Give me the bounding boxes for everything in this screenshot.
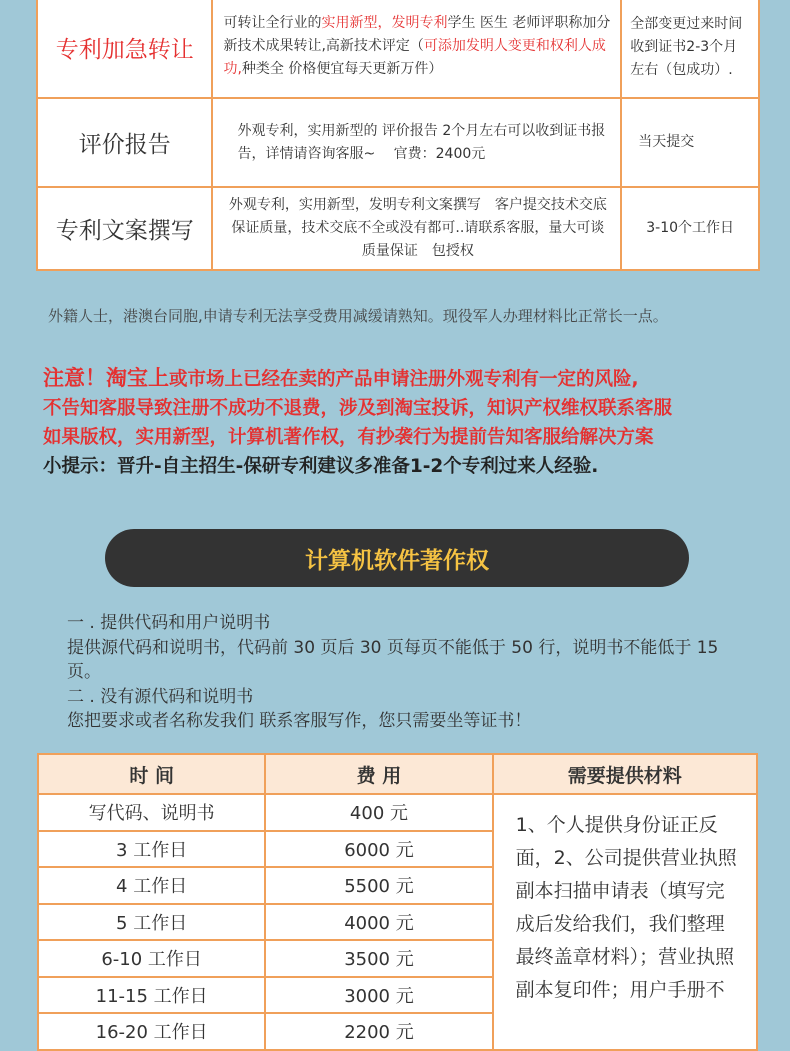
service-desc: 外观专利，实用新型，发明专利文案撰写 客户提交技术交底保证质量，技术交底不全或没有都可..请联系客服，量大可谈 质量保证 包授权	[212, 187, 621, 270]
foreigner-notice: 外籍人士，港澳台同胞,申请专利无法享受费用减缓请熟知。现役军人办理材料比正常长一点。	[48, 307, 668, 325]
table-row	[38, 794, 757, 831]
cell-time: 6-10 工作日	[38, 940, 265, 977]
intro-line: 提供源代码和说明书，代码前 30 页后 30 页每页不能低于 50 行，说明书不能低于 15 页。	[67, 637, 719, 682]
cell-fee: 6000 元	[265, 831, 492, 868]
warning-line-2: 不告知客服导致注册不成功不退费，涉及到淘宝投诉，知识产权维权联系客服	[43, 398, 673, 419]
cell-fee: 5500 元	[265, 867, 492, 904]
cell-time: 11-15 工作日	[38, 977, 265, 1014]
cell-time: 写代码、说明书	[38, 794, 265, 831]
service-desc: 外观专利，实用新型的 评价报告 2个月左右可以收到证书报告，详情请咨询客服~ 官费：2400元	[212, 98, 621, 187]
service-name: 专利加急转让	[37, 0, 212, 98]
warning-prefix: 注意！淘宝上	[43, 366, 169, 390]
service-table	[36, 0, 760, 271]
software-intro	[67, 611, 747, 734]
desc-part-highlight: 实用新型，发明专利	[321, 15, 448, 31]
cell-fee: 3500 元	[265, 940, 492, 977]
cell-time: 5 工作日	[38, 904, 265, 941]
desc-part: 种类全 价格便宜每天更新万件）	[241, 61, 443, 77]
service-desc	[212, 0, 625, 98]
desc-part: 学生 医生 老师评职称加分 新技术成果转让,高新技术评定（	[223, 15, 625, 54]
intro-line: 二 . 没有源代码和说明书	[67, 686, 254, 707]
cell-fee: 2200 元	[265, 1013, 492, 1050]
table-row	[37, 187, 759, 270]
cell-materials: 1、个人提供身份证正反面，2、公司提供营业执照副本扫描申请表（填写完成后发给我们，我们整理最终盖章材料）；营业执照副本复印件；用户手册不	[493, 794, 757, 1050]
warning-line-1	[43, 364, 773, 394]
service-time: 全部变更过来时间收到证书2-3个月左右（包成功）.	[621, 0, 759, 98]
tip-line: 小提示：晋升-自主招生-保研专利建议多准备1-2个专利过来人经验.	[43, 456, 599, 477]
service-time: 3-10个工作日	[621, 187, 759, 270]
service-name: 专利文案撰写	[37, 187, 212, 270]
warning-text: 或市场上已经在卖的产品申请注册外观专利有一定的风险,	[169, 369, 639, 390]
table-row	[37, 98, 759, 187]
col-header-fee: 费 用	[265, 754, 492, 794]
service-name: 评价报告	[37, 98, 212, 187]
warning-block	[43, 364, 773, 481]
col-header-materials: 需要提供材料	[493, 754, 757, 794]
intro-line: 一 . 提供代码和用户说明书	[67, 613, 271, 633]
cell-time: 16-20 工作日	[38, 1013, 265, 1050]
cell-fee: 400 元	[265, 794, 492, 831]
table-row	[37, 0, 759, 98]
service-time: 当天提交	[621, 98, 759, 187]
price-table	[37, 753, 758, 1051]
col-header-time: 时 间	[38, 754, 265, 794]
cell-time: 3 工作日	[38, 831, 265, 868]
section-title: 计算机软件著作权	[105, 529, 689, 587]
cell-fee: 3000 元	[265, 977, 492, 1014]
desc-part: 可转让全行业的	[223, 15, 322, 31]
warning-line-3: 如果版权，实用新型，计算机著作权，有抄袭行为提前告知客服给解决方案	[43, 427, 654, 448]
cell-fee: 4000 元	[265, 904, 492, 941]
desc-part-highlight: 可添加发明人变更和权利人成功,	[223, 38, 606, 77]
table-header-row	[38, 754, 757, 794]
cell-time: 4 工作日	[38, 867, 265, 904]
intro-line: 您把要求或者名称发我们 联系客服写作，您只需要坐等证书！	[67, 711, 532, 731]
